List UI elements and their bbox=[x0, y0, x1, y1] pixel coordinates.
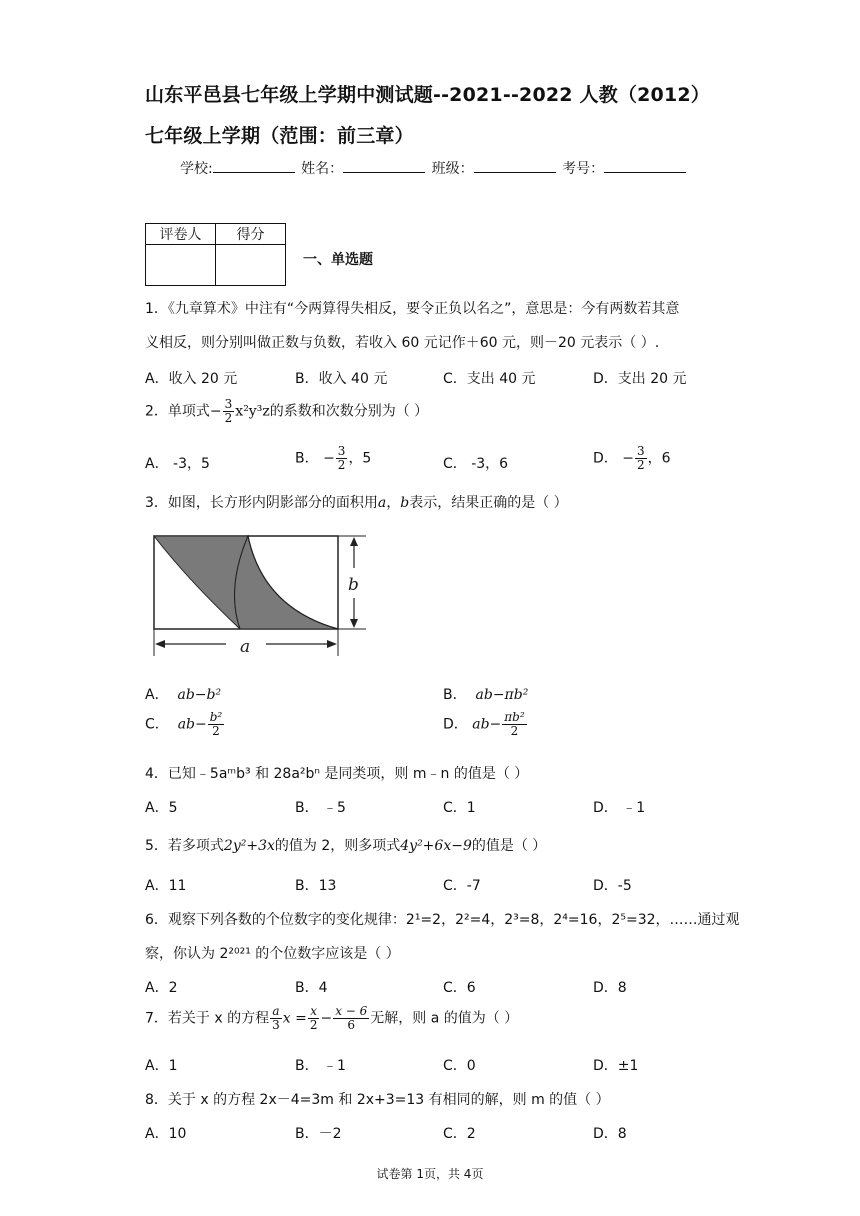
q7-option-a[interactable]: A．1 bbox=[145, 1058, 178, 1074]
student-info-row bbox=[180, 158, 688, 178]
q7-option-c[interactable]: C．0 bbox=[443, 1058, 476, 1074]
q2-option-d-minus: − bbox=[622, 450, 634, 467]
q6-option-c[interactable]: C．6 bbox=[443, 980, 476, 996]
q2-option-b-tail: ，5 bbox=[348, 450, 372, 467]
q7-fraction-3 bbox=[333, 1005, 369, 1032]
q2-suffix: 的系数和次数分别为（ ） bbox=[269, 403, 429, 420]
q3-option-d-numerator: πb² bbox=[504, 710, 525, 724]
q8-option-b[interactable]: B．－2 bbox=[295, 1126, 342, 1142]
q7-middle-1: x = bbox=[282, 1010, 307, 1027]
q5-text-b: 的值为 2，则多项式 bbox=[274, 838, 401, 854]
q3-text-b: 表示，结果正确的是（ ） bbox=[409, 495, 568, 511]
q3-var-a: a bbox=[377, 495, 387, 511]
q1-option-b[interactable]: B．收入 40 元 bbox=[295, 371, 388, 387]
q3-option-d-fraction bbox=[502, 711, 526, 738]
q3-option-b[interactable] bbox=[443, 684, 528, 704]
question-2 bbox=[145, 398, 428, 425]
q3-separator: ， bbox=[386, 495, 401, 511]
name-blank[interactable] bbox=[343, 160, 425, 173]
q2-prefix: 2．单项式 bbox=[145, 403, 210, 420]
score-cell[interactable] bbox=[216, 245, 286, 286]
a-arrowhead-right bbox=[327, 640, 337, 648]
q5-option-b[interactable]: B．13 bbox=[295, 878, 337, 894]
question-1-line-1: 1．《九章算术》中注有“今两算得失相反，要令正负以名之”，意思是：今有两数若其意 bbox=[145, 301, 680, 317]
q4-option-c[interactable]: C．1 bbox=[443, 800, 476, 816]
q3-option-a[interactable] bbox=[145, 684, 221, 704]
q8-option-a[interactable]: A．10 bbox=[145, 1126, 187, 1142]
b-arrowhead-bottom bbox=[350, 619, 358, 628]
q3-option-c[interactable] bbox=[145, 711, 225, 738]
question-5 bbox=[145, 835, 546, 855]
question-1-line-2: 义相反，则分别叫做正数与负数，若收入 60 元记作＋60 元，则－20 元表示（ ）. bbox=[145, 335, 660, 351]
q8-option-c[interactable]: C．2 bbox=[443, 1126, 476, 1142]
q3-option-a-label: A． bbox=[145, 687, 169, 703]
q2-option-d[interactable] bbox=[593, 445, 671, 472]
q2-minus: − bbox=[209, 403, 222, 420]
q2-option-b[interactable] bbox=[295, 445, 371, 472]
q8-option-d[interactable]: D．8 bbox=[593, 1126, 627, 1142]
q7-option-d[interactable]: D．±1 bbox=[593, 1058, 639, 1074]
b-label: b bbox=[348, 575, 359, 595]
q1-option-c[interactable]: C．支出 40 元 bbox=[443, 371, 536, 387]
q7-fraction-3-denominator: 6 bbox=[347, 1018, 356, 1032]
q3-option-c-denominator: 2 bbox=[212, 724, 220, 738]
q2-denominator: 2 bbox=[224, 411, 233, 425]
q4-option-d[interactable]: D． ﹣1 bbox=[593, 800, 646, 816]
section-title: 一、单选题 bbox=[303, 252, 373, 268]
q6-option-a[interactable]: A．2 bbox=[145, 980, 178, 996]
q7-fraction-3-numerator: x − 6 bbox=[335, 1004, 368, 1018]
q3-option-c-numerator: b² bbox=[209, 710, 223, 724]
q5-option-a[interactable]: A．11 bbox=[145, 878, 187, 894]
q6-option-b[interactable]: B．4 bbox=[295, 980, 328, 996]
question-8: 8．关于 x 的方程 2x－4=3m 和 2x+3=13 有相同的解，则 m 的值（ ） bbox=[145, 1092, 610, 1108]
q2-numerator: 3 bbox=[224, 397, 233, 411]
q3-option-b-expr: ab−πb² bbox=[475, 687, 529, 703]
q7-fraction-2 bbox=[308, 1005, 320, 1032]
exam-number-label: 考号： bbox=[562, 161, 605, 177]
q3-option-d[interactable] bbox=[443, 711, 528, 738]
school-label: 学校: bbox=[180, 161, 213, 177]
q2-option-d-fraction bbox=[635, 445, 647, 472]
q7-middle-2: − bbox=[320, 1010, 333, 1027]
question-6-line-1: 6．观察下列各数的个位数字的变化规律：2¹=2，2²=4，2³=8，2⁴=16，2⁵=32，……通过观 bbox=[145, 912, 740, 928]
q2-option-d-numerator: 3 bbox=[636, 444, 645, 458]
q7-text-b: 无解，则 a 的值为（ ） bbox=[370, 1010, 519, 1027]
b-arrowhead-top bbox=[350, 537, 358, 546]
question-7 bbox=[145, 1005, 518, 1032]
q7-fraction-1-numerator: a bbox=[270, 1005, 282, 1019]
q3-rectangle-figure bbox=[148, 528, 376, 660]
q5-expression-1: 2y²+3x bbox=[223, 838, 275, 854]
q5-option-d[interactable]: D．-5 bbox=[593, 878, 632, 894]
q7-fraction-2-numerator: x bbox=[308, 1005, 320, 1019]
q3-option-c-label: C． bbox=[145, 716, 169, 733]
q3-option-c-fraction bbox=[208, 711, 225, 738]
q2-option-d-tail: ，6 bbox=[647, 450, 671, 467]
q5-text-c: 的值是（ ） bbox=[471, 838, 547, 854]
school-blank[interactable] bbox=[213, 160, 295, 173]
q2-option-b-fraction bbox=[336, 445, 348, 472]
q2-option-c[interactable]: C． ‑3，6 bbox=[443, 456, 509, 472]
q1-option-a[interactable]: A．收入 20 元 bbox=[145, 371, 238, 387]
q4-option-a[interactable]: A．5 bbox=[145, 800, 178, 816]
q3-var-b: b bbox=[400, 495, 410, 511]
class-label: 班级： bbox=[431, 161, 474, 177]
q3-option-b-label: B． bbox=[443, 687, 467, 703]
q5-expression-2: 4y²+6x−9 bbox=[400, 838, 472, 854]
page-footer: 试卷第 1页，共 4页 bbox=[376, 1167, 484, 1181]
grader-header: 评卷人 bbox=[146, 224, 216, 245]
exam-title-line-2: 七年级上学期（范围：前三章） bbox=[145, 125, 414, 147]
q3-option-d-prefix: ab− bbox=[472, 716, 502, 733]
question-6-line-2: 察，你认为 2²⁰²¹ 的个位数字应该是（ ） bbox=[145, 946, 400, 962]
q2-option-b-label: B． bbox=[295, 450, 319, 467]
q4-option-b[interactable]: B． ﹣5 bbox=[295, 800, 346, 816]
q5-text-a: 5．若多项式 bbox=[145, 838, 224, 854]
exam-title-line-1: 山东平邑县七年级上学期中测试题--2021--2022 人教（2012） bbox=[145, 84, 711, 106]
score-table bbox=[145, 223, 286, 286]
q2-monomial: x²y³z bbox=[235, 403, 270, 420]
q2-fraction bbox=[223, 398, 235, 425]
score-header: 得分 bbox=[216, 224, 286, 245]
q2-option-b-denominator: 2 bbox=[337, 458, 346, 472]
q1-option-d[interactable]: D．支出 20 元 bbox=[593, 371, 687, 387]
q7-text-a: 7．若关于 x 的方程 bbox=[145, 1010, 270, 1027]
q2-option-b-numerator: 3 bbox=[337, 444, 346, 458]
q7-option-b[interactable]: B． ﹣1 bbox=[295, 1058, 346, 1074]
q7-fraction-1 bbox=[270, 1005, 282, 1032]
a-arrowhead-left bbox=[155, 640, 165, 648]
q3-option-d-label: D． bbox=[443, 716, 468, 733]
q3-option-a-expr: ab−b² bbox=[177, 687, 222, 703]
exam-number-blank[interactable] bbox=[604, 160, 686, 173]
q6-option-d[interactable]: D．8 bbox=[593, 980, 627, 996]
q3-text-a: 3．如图，长方形内阴影部分的面积用 bbox=[145, 495, 378, 511]
q3-option-c-prefix: ab− bbox=[177, 716, 207, 733]
q2-option-d-denominator: 2 bbox=[636, 458, 645, 472]
q7-fraction-1-denominator: 3 bbox=[272, 1018, 280, 1032]
q5-option-c[interactable]: C．-7 bbox=[443, 878, 481, 894]
grader-cell[interactable] bbox=[146, 245, 216, 286]
q2-option-b-minus: − bbox=[323, 450, 335, 467]
name-label: 姓名： bbox=[301, 161, 344, 177]
q3-option-d-denominator: 2 bbox=[510, 724, 519, 738]
q2-option-a[interactable]: A． ‑3，5 bbox=[145, 456, 210, 472]
class-blank[interactable] bbox=[474, 160, 556, 173]
question-4: 4．已知﹣5aᵐb³ 和 28a²bⁿ 是同类项，则 m﹣n 的值是（ ） bbox=[145, 766, 529, 782]
a-label: a bbox=[240, 637, 251, 657]
q2-option-d-label: D． bbox=[593, 450, 618, 467]
q7-fraction-2-denominator: 2 bbox=[309, 1018, 318, 1032]
question-3 bbox=[145, 492, 568, 512]
